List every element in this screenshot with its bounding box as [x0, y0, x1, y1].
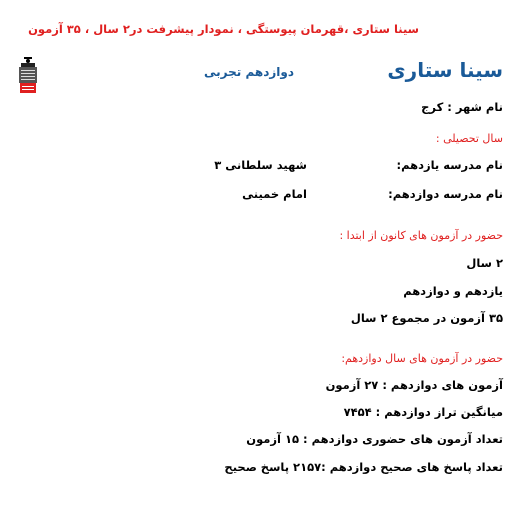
school-11-value: شهید سلطانی ۳ — [214, 158, 307, 172]
school-11-label: نام مدرسه یازدهم: — [396, 158, 503, 172]
school-12-label: نام مدرسه دوازدهم: — [388, 187, 503, 201]
kanoon-grades: یازدهم و دوازدهم — [403, 284, 503, 298]
twelfth-header: حضور در آزمون های سال دوازدهم: — [341, 352, 503, 365]
student-name: سینا ستاری — [387, 58, 503, 82]
graduate-figure-logo — [17, 55, 39, 95]
city-line: نام شهر : کرج — [421, 100, 503, 114]
kanoon-header: حضور در آزمون های کانون از ابتدا : — [339, 229, 503, 242]
school-12-value: امام خمینی — [242, 187, 307, 201]
student-grade: دوازدهم تجربی — [204, 65, 294, 79]
education-header: سال تحصیلی : — [435, 132, 503, 145]
twelfth-in-person: تعداد آزمون های حضوری دوازدهم : ۱۵ آزمون — [246, 432, 503, 446]
twelfth-correct: تعداد پاسخ های صحیح دوازدهم :۲۱۵۷ پاسخ صحیح — [224, 460, 503, 474]
twelfth-avg-score: میانگین تراز دوازدهم : ۷۴۵۴ — [343, 405, 503, 419]
twelfth-exams: آزمون های دوازدهم : ۲۷ آزمون — [325, 378, 503, 392]
kanoon-total-exams: ۳۵ آزمون در مجموع ۲ سال — [350, 311, 503, 325]
headline: سینا ستاری ،قهرمان پیوستگی ، نمودار پیشرفت در۲ سال ، ۳۵ آزمون — [28, 22, 419, 36]
kanoon-years: ۲ سال — [466, 256, 503, 270]
